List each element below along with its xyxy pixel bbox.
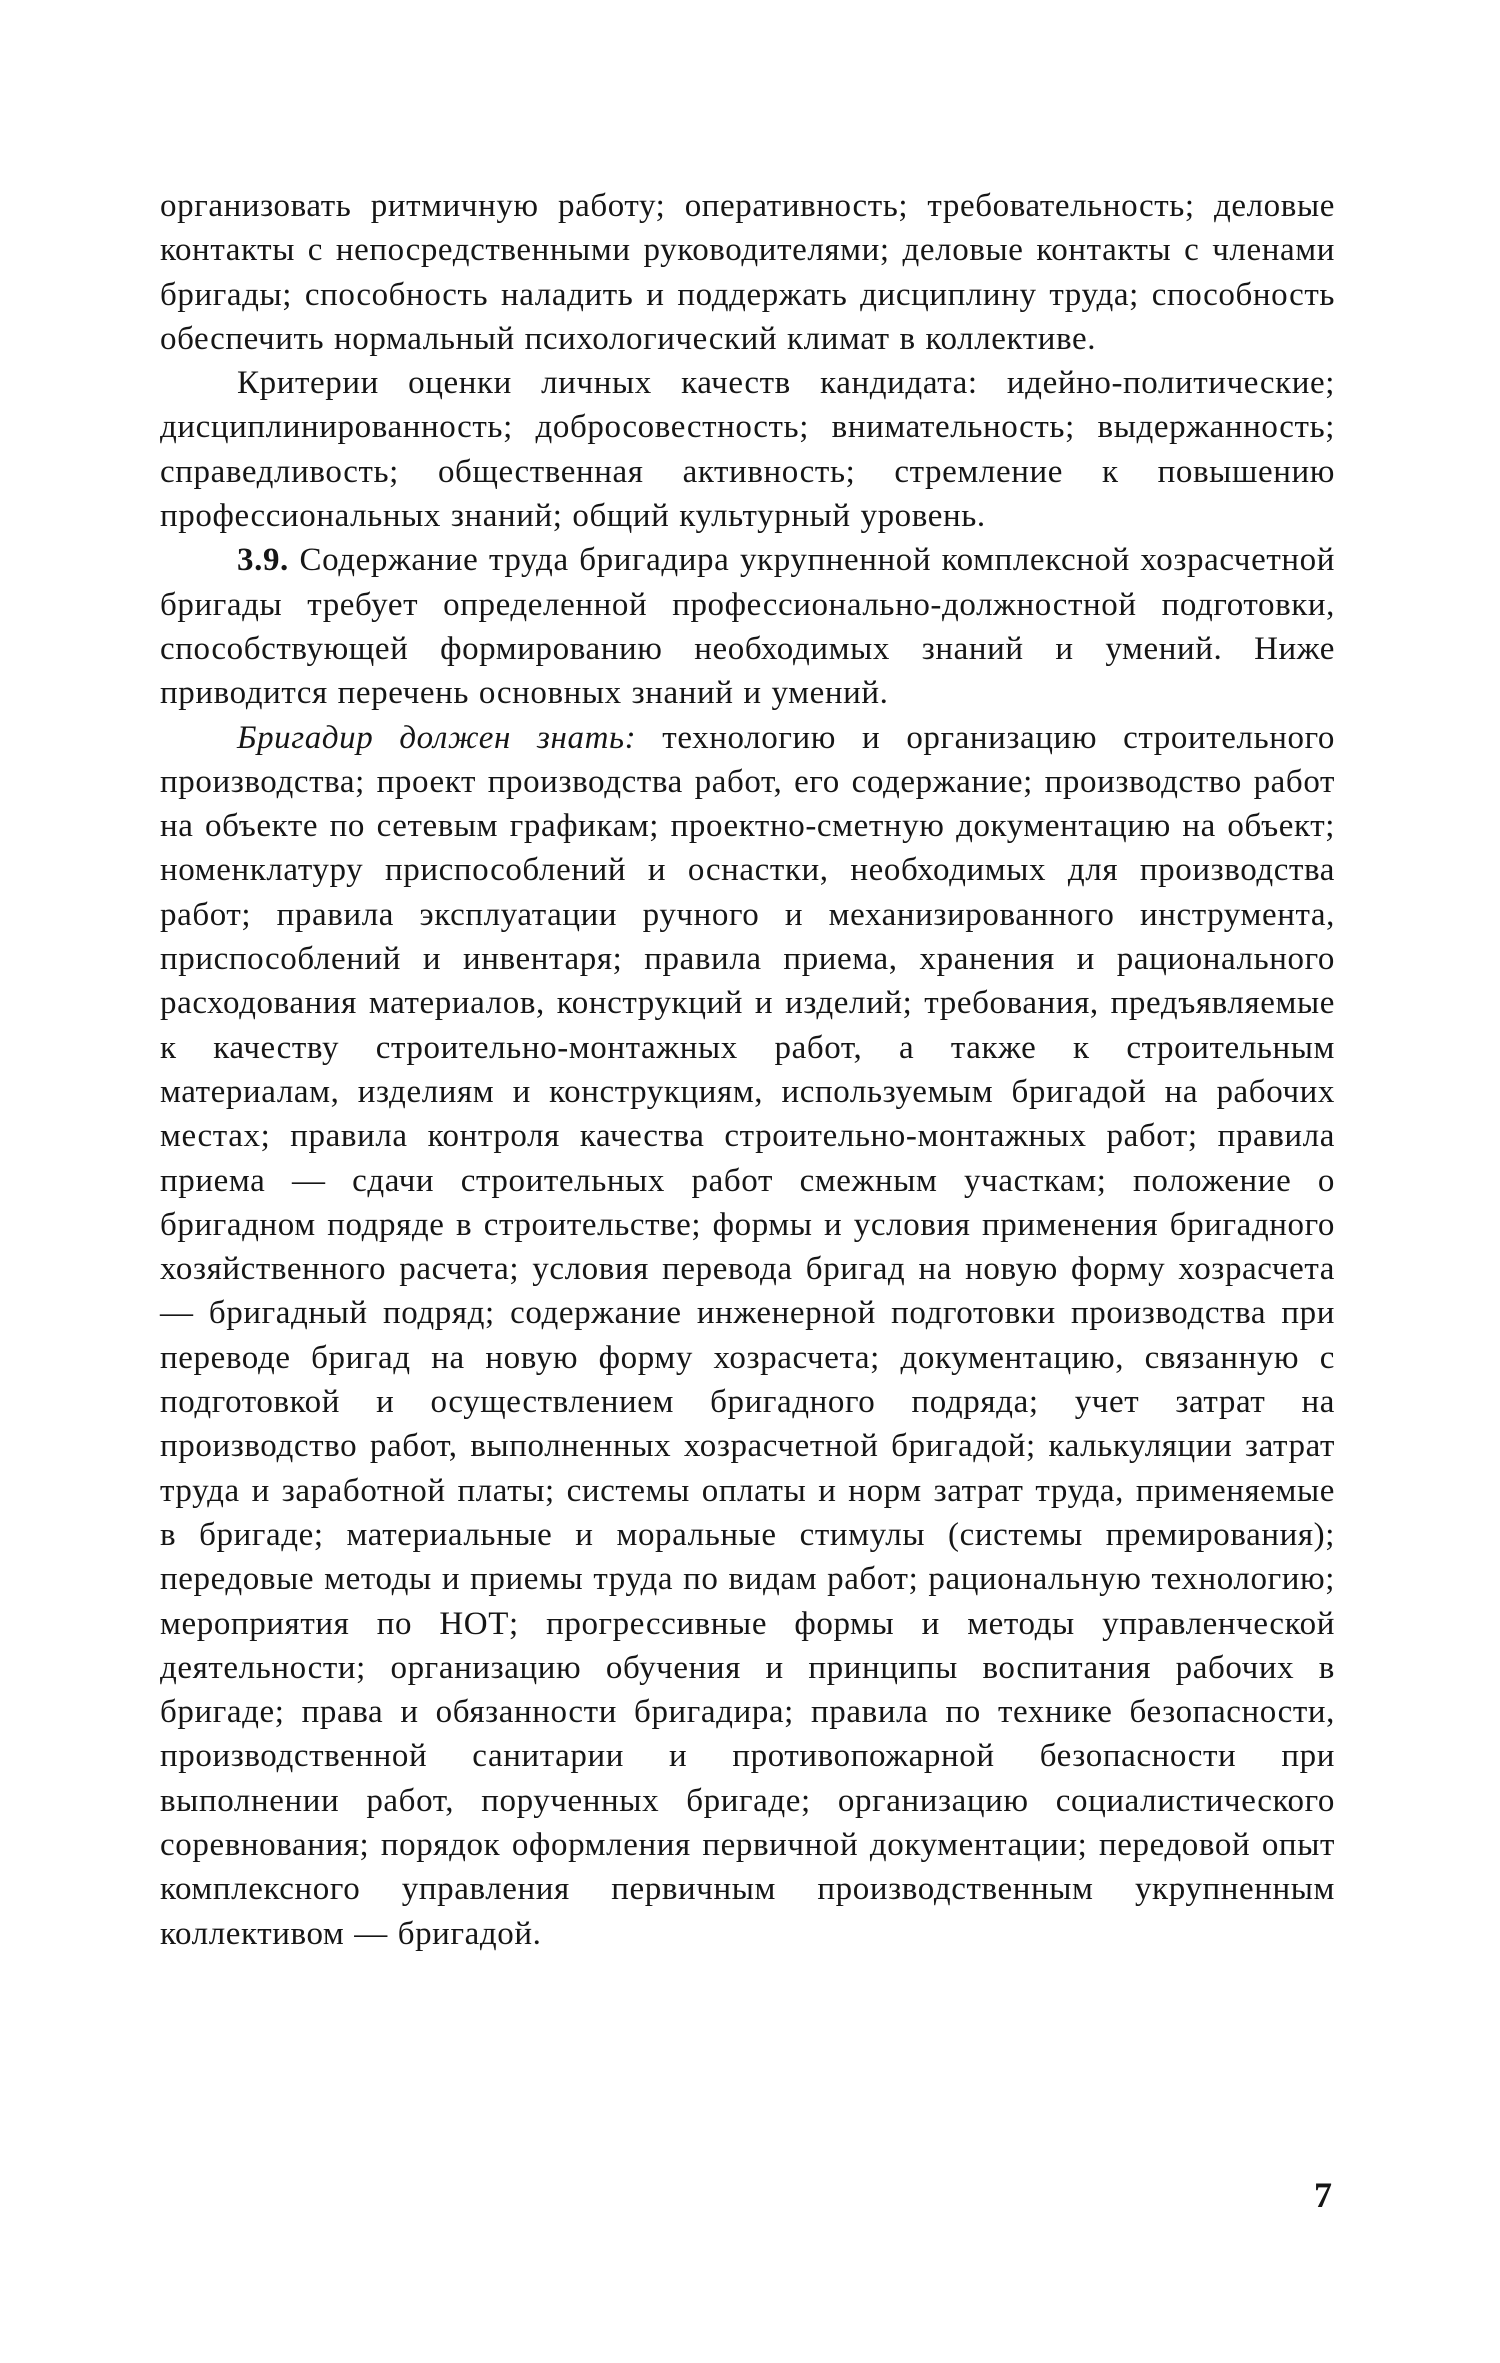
- page-number: 7: [1314, 2175, 1332, 2215]
- foreman-knowledge-list: технологию и организацию строительного производства; проект производства работ, его содержание; производство работ на объекте по сетевым графикам; проектно-сметную документацию на объект; номенклатуру приспособлений и оснастки, необходимых для производства работ; правила эксплуатации ручного и механизированного инструмента, приспособлений и инвентаря; правила приема, хранения и рационального расходования материалов, конструкций и изделий; требования, предъявляемые к качеству строительно-монтажных работ, а также к строительным материалам, изделиям и конструкциям, используемым бригадой на рабочих местах; правила контроля качества строительно-монтажных работ; правила приема — сдачи строительных работ смежным участкам; положение о бригадном подряде в строительстве; формы и условия применения бригадного хозяйственного расчета; условия перевода бригад на новую форму хозрасчета — бригадный подряд; содержание инженерной подготовки производства при переводе бригад на новую форму хозрасчета; документацию, связанную с подготовкой и осуществлением бригадного подряда; учет затрат на производство работ, выполненных хозрасчетной бригадой; калькуляции затрат труда и заработной платы; системы оплаты и норм затрат труда, применяемые в бригаде; материальные и моральные стимулы (системы премирования); передовые методы и приемы труда по видам работ; рациональную технологию; мероприятия по НОТ; прогрессивные формы и методы управленческой деятельности; организацию обучения и принципы воспитания рабочих в бригаде; права и обязанности бригадира; правила по технике безопасности, производственной санитарии и противопожарной безопасности при выполнении работ, порученных бригаде; организацию социалистического соревнования; порядок оформления первичной документации; передовой опыт комплексного управления первичным производственным укрупненным коллективом — бригадой.: [160, 719, 1336, 1952]
- italic-lead-in: Бригадир должен знать:: [237, 719, 637, 756]
- section-number: 3.9.: [237, 542, 289, 579]
- paragraph-section-3-9: [160, 538, 1335, 715]
- paragraph-foreman-knowledge: [160, 716, 1335, 1956]
- paragraph-personal-criteria: Критерии оценки личных качеств кандидата: идейно-политические; дисциплинированность; добросовестность; внимательность; выдержанность; справедливость; общественная активность; стремление к повышению профессиональных знаний; общий культурный уровень.: [160, 365, 1335, 535]
- section-3-9-text: Содержание труда бригадира укрупненной комплексной хозрасчетной бригады требует определенной профессионально-должностной подготовки, способствующей формированию необходимых знаний и умений. Ниже приводится перечень основных знаний и умений.: [160, 542, 1335, 712]
- paragraph-continued: организовать ритмичную работу; оперативность; требовательность; деловые контакты с непосредственными руководителями; деловые контакты с членами бригады; способность наладить и поддержать дисциплину труда; способность обеспечить нормальный психологический климат в коллективе.: [160, 188, 1335, 357]
- body-text: [160, 184, 1335, 1956]
